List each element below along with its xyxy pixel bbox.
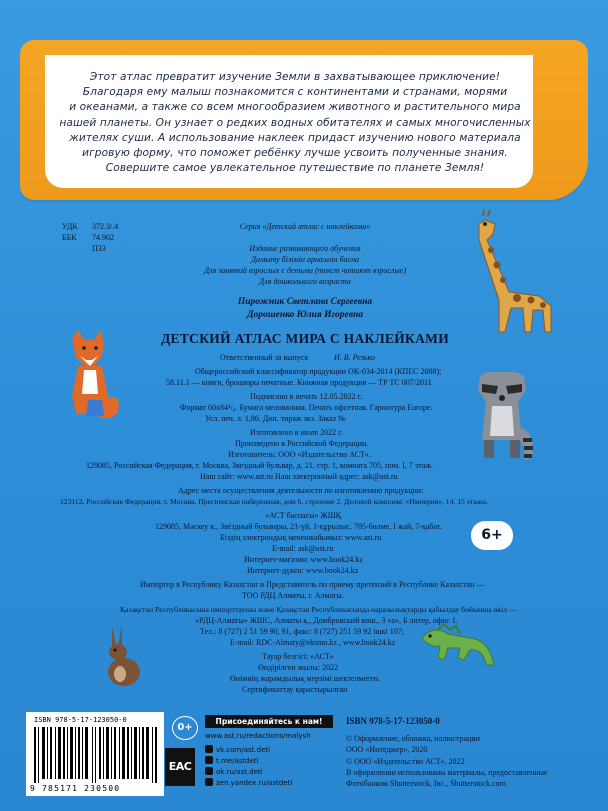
- book-title: ДЕТСКИЙ АТЛАС МИРА С НАКЛЕЙКАМИ: [160, 331, 450, 346]
- ok-icon: [205, 767, 213, 775]
- editor-name: И. В. Резько: [334, 353, 375, 362]
- social-link-label: zen.yandex.ru/astdeti: [216, 779, 293, 787]
- giraffe-illustration: [455, 210, 565, 335]
- kz-site: Біздің электрондық мекенжайымыз: www.ast.ru: [220, 533, 382, 542]
- rdc-email: E-mail: RDC-Almaty@eksmo.kz , www.book24.kz: [230, 638, 396, 647]
- raccoon-illustration: [466, 368, 538, 468]
- promo-text: [55, 70, 535, 176]
- classifier-2: 58.11.1 — книги, брошюры печатные. Книжная продукция — ТР ТС 007/2011: [166, 378, 432, 387]
- bbk-label: ББК: [62, 233, 77, 242]
- classifier-1: Общероссийский классификатор продукции ОК-034-2014 (КПЕС 2008);: [195, 367, 442, 376]
- social-link-label: ok.ru/ast.deti: [216, 768, 263, 776]
- online-shop: Интернет-магазин: www.book24.kz: [244, 555, 363, 564]
- social-link-ok[interactable]: [205, 767, 263, 776]
- trademark: Тауар белгісі: «АСТ»: [262, 652, 334, 661]
- promo-line: Совершите самое увлекательное путешествие по планете Земля!: [105, 162, 485, 175]
- format: Формат 60x84¹/₈. Бумага мелованная. Печать офсетная. Гарнитура Europe.: [180, 403, 433, 412]
- copyright-3: © ООО «Издательство АСТ», 2022: [346, 757, 465, 766]
- importer-kz: Қазақстан Республикасына импорттаушы және Қазақстан Республикасында наразылықтарды қабылдау бойынша өкіл —: [120, 605, 517, 614]
- email: E-mail: ask@ast.ru: [272, 544, 334, 553]
- lizard-illustration: [418, 618, 496, 678]
- copyright-1: © Оформление, обложка, иллюстрации: [346, 734, 480, 743]
- telephone: Тел.: 8 (727) 2 51 59 90, 91, факс: 8 (727) 251 59 92 ішкі 107;: [200, 627, 404, 636]
- copyright-5: Фотобанком Shutterstock, Inc., Shutterstock.com: [346, 779, 506, 788]
- promo-line: жителях суши. А использование наклеек придаст изучению нового материала: [69, 131, 521, 144]
- edition-type: Издание развивающего обучения: [249, 244, 361, 253]
- eac-mark: EAC: [165, 748, 195, 786]
- made-in: Произведено в Российской Федерации.: [235, 439, 369, 448]
- social-link-label: t.me/astdeti: [216, 757, 259, 765]
- promo-line: Благодаря ему малыш познакомится с континентами и странами, морями: [82, 86, 508, 99]
- social-link-zen[interactable]: [205, 778, 292, 787]
- series: Серия «Детский атлас с наклейками»: [239, 222, 371, 231]
- age-rating-badge: 6+: [471, 521, 513, 550]
- shelf-life: Өнімнің жарамдылық мерзімі шектелмеген.: [230, 674, 381, 683]
- social-link-label: vk.com/ast.deti: [216, 746, 271, 754]
- importer-kz-2: «РДЦ-Алматы» ЖШС, Алматы қ., Домбровский көш., 3 «а», Б литер, офис 1.: [195, 616, 458, 625]
- production-address-title: Адрес места осуществления деятельности по изготовлению продукции:: [178, 486, 424, 495]
- bbk-value: 74.902: [92, 233, 114, 242]
- sheets-order: Усл. печ. л. 1,86. Доп. тираж экз. Заказ №: [205, 414, 346, 423]
- promo-line: игровую форму, что поможет ребёнку лучше усвоить полученные знания.: [82, 147, 508, 160]
- social-link-site[interactable]: [205, 732, 311, 740]
- telegram-icon: [205, 756, 213, 764]
- promo-line: нашей планеты. Он узнает о редких водных обитателях и самых многочисленных: [59, 116, 531, 129]
- made-year: Изготовлено в июле 2022 г.: [250, 428, 343, 437]
- barcode-icon: [34, 727, 158, 783]
- production-address: 123112, Российская Федерация, г. Москва, Пресненская набережная, дом 6, строение 2, Деловой комплекс «Империя», 14, 15 этажи.: [60, 497, 488, 506]
- manufacturer-address: 129085, Российская Федерация, г. Москва, Звездный бульвар, д. 21, стр. 1, комната 705, пом. I, 7 этаж.: [86, 461, 434, 470]
- online-shop-kz: Интернет-дүкен: www.book24.kz: [247, 566, 359, 575]
- audience-adults: Для занятий взрослых с детьми (текст читают взрослые): [203, 266, 407, 275]
- fox-illustration: [58, 330, 124, 422]
- copyright-4: В оформлении использованы материалы, предоставленные: [346, 768, 548, 777]
- production-year: Өндірілген жылы: 2022: [258, 663, 339, 672]
- certification: Сертификаттау қарастырылған: [242, 685, 348, 694]
- manufacturer: Изготовитель: ООО «Издательство АСТ».: [228, 450, 371, 459]
- signed-to-print: Подписано в печать 12.05.2022 г.: [250, 392, 362, 401]
- udk-label: УДК: [62, 222, 78, 231]
- edition-type-kz: Дамыту білімін арналған басна: [250, 255, 360, 264]
- barcode-isbn: ISBN 978-5-17-123050-0: [34, 716, 127, 724]
- join-us-banner: Присоединяйтесь к нам!: [205, 715, 333, 728]
- social-link-telegram[interactable]: [205, 756, 259, 765]
- author-2: Дорошенко Юлия Игоревна: [246, 310, 364, 320]
- age-zero-badge: 0+: [172, 716, 198, 740]
- promo-line: и океанами, а также со всем многообразием животного и растительного мира: [69, 101, 521, 114]
- barcode-digits: 9 785171 230500: [30, 784, 121, 793]
- site-email: Наш сайт: www.ast.ru Наш электронный адрес: ask@ast.ru: [200, 472, 398, 481]
- editor-label: Ответственный за выпуск: [220, 353, 309, 362]
- social-link-label: www.ast.ru/redactions/malysh: [205, 732, 311, 740]
- kz-address: 129085, Мәскеу к., Звёздный бульвары, 21-үй, 1-құрылыс, 705-бөлме, I жай, 7-қабат.: [155, 522, 442, 531]
- kz-publisher: «АСТ баспасы» ЖШҚ: [265, 511, 342, 520]
- importer-2: ТОО РДЦ Алматы, г. Алматы.: [242, 591, 344, 600]
- importer: Импортер в Республику Казахстан и Представитель по приему претензий в Республике Казахстан —: [140, 580, 485, 589]
- social-link-vk[interactable]: [205, 745, 270, 754]
- copyright-2: ООО «Интеджер», 2020: [346, 745, 428, 754]
- rabbit-illustration: [98, 624, 144, 688]
- classification-code: П33: [92, 244, 106, 253]
- zen-icon: [205, 778, 213, 786]
- author-1: Пирожник Светлана Сергеевна: [237, 297, 373, 307]
- vk-icon: [205, 745, 213, 753]
- isbn-text: ISBN 978-5-17-123050-0: [346, 716, 440, 726]
- udk-value: 372.3/.4: [92, 222, 119, 231]
- promo-line: Этот атлас превратит изучение Земли в захватывающее приключение!: [89, 71, 501, 83]
- audience-preschool: Для дошкольного возраста: [259, 277, 351, 286]
